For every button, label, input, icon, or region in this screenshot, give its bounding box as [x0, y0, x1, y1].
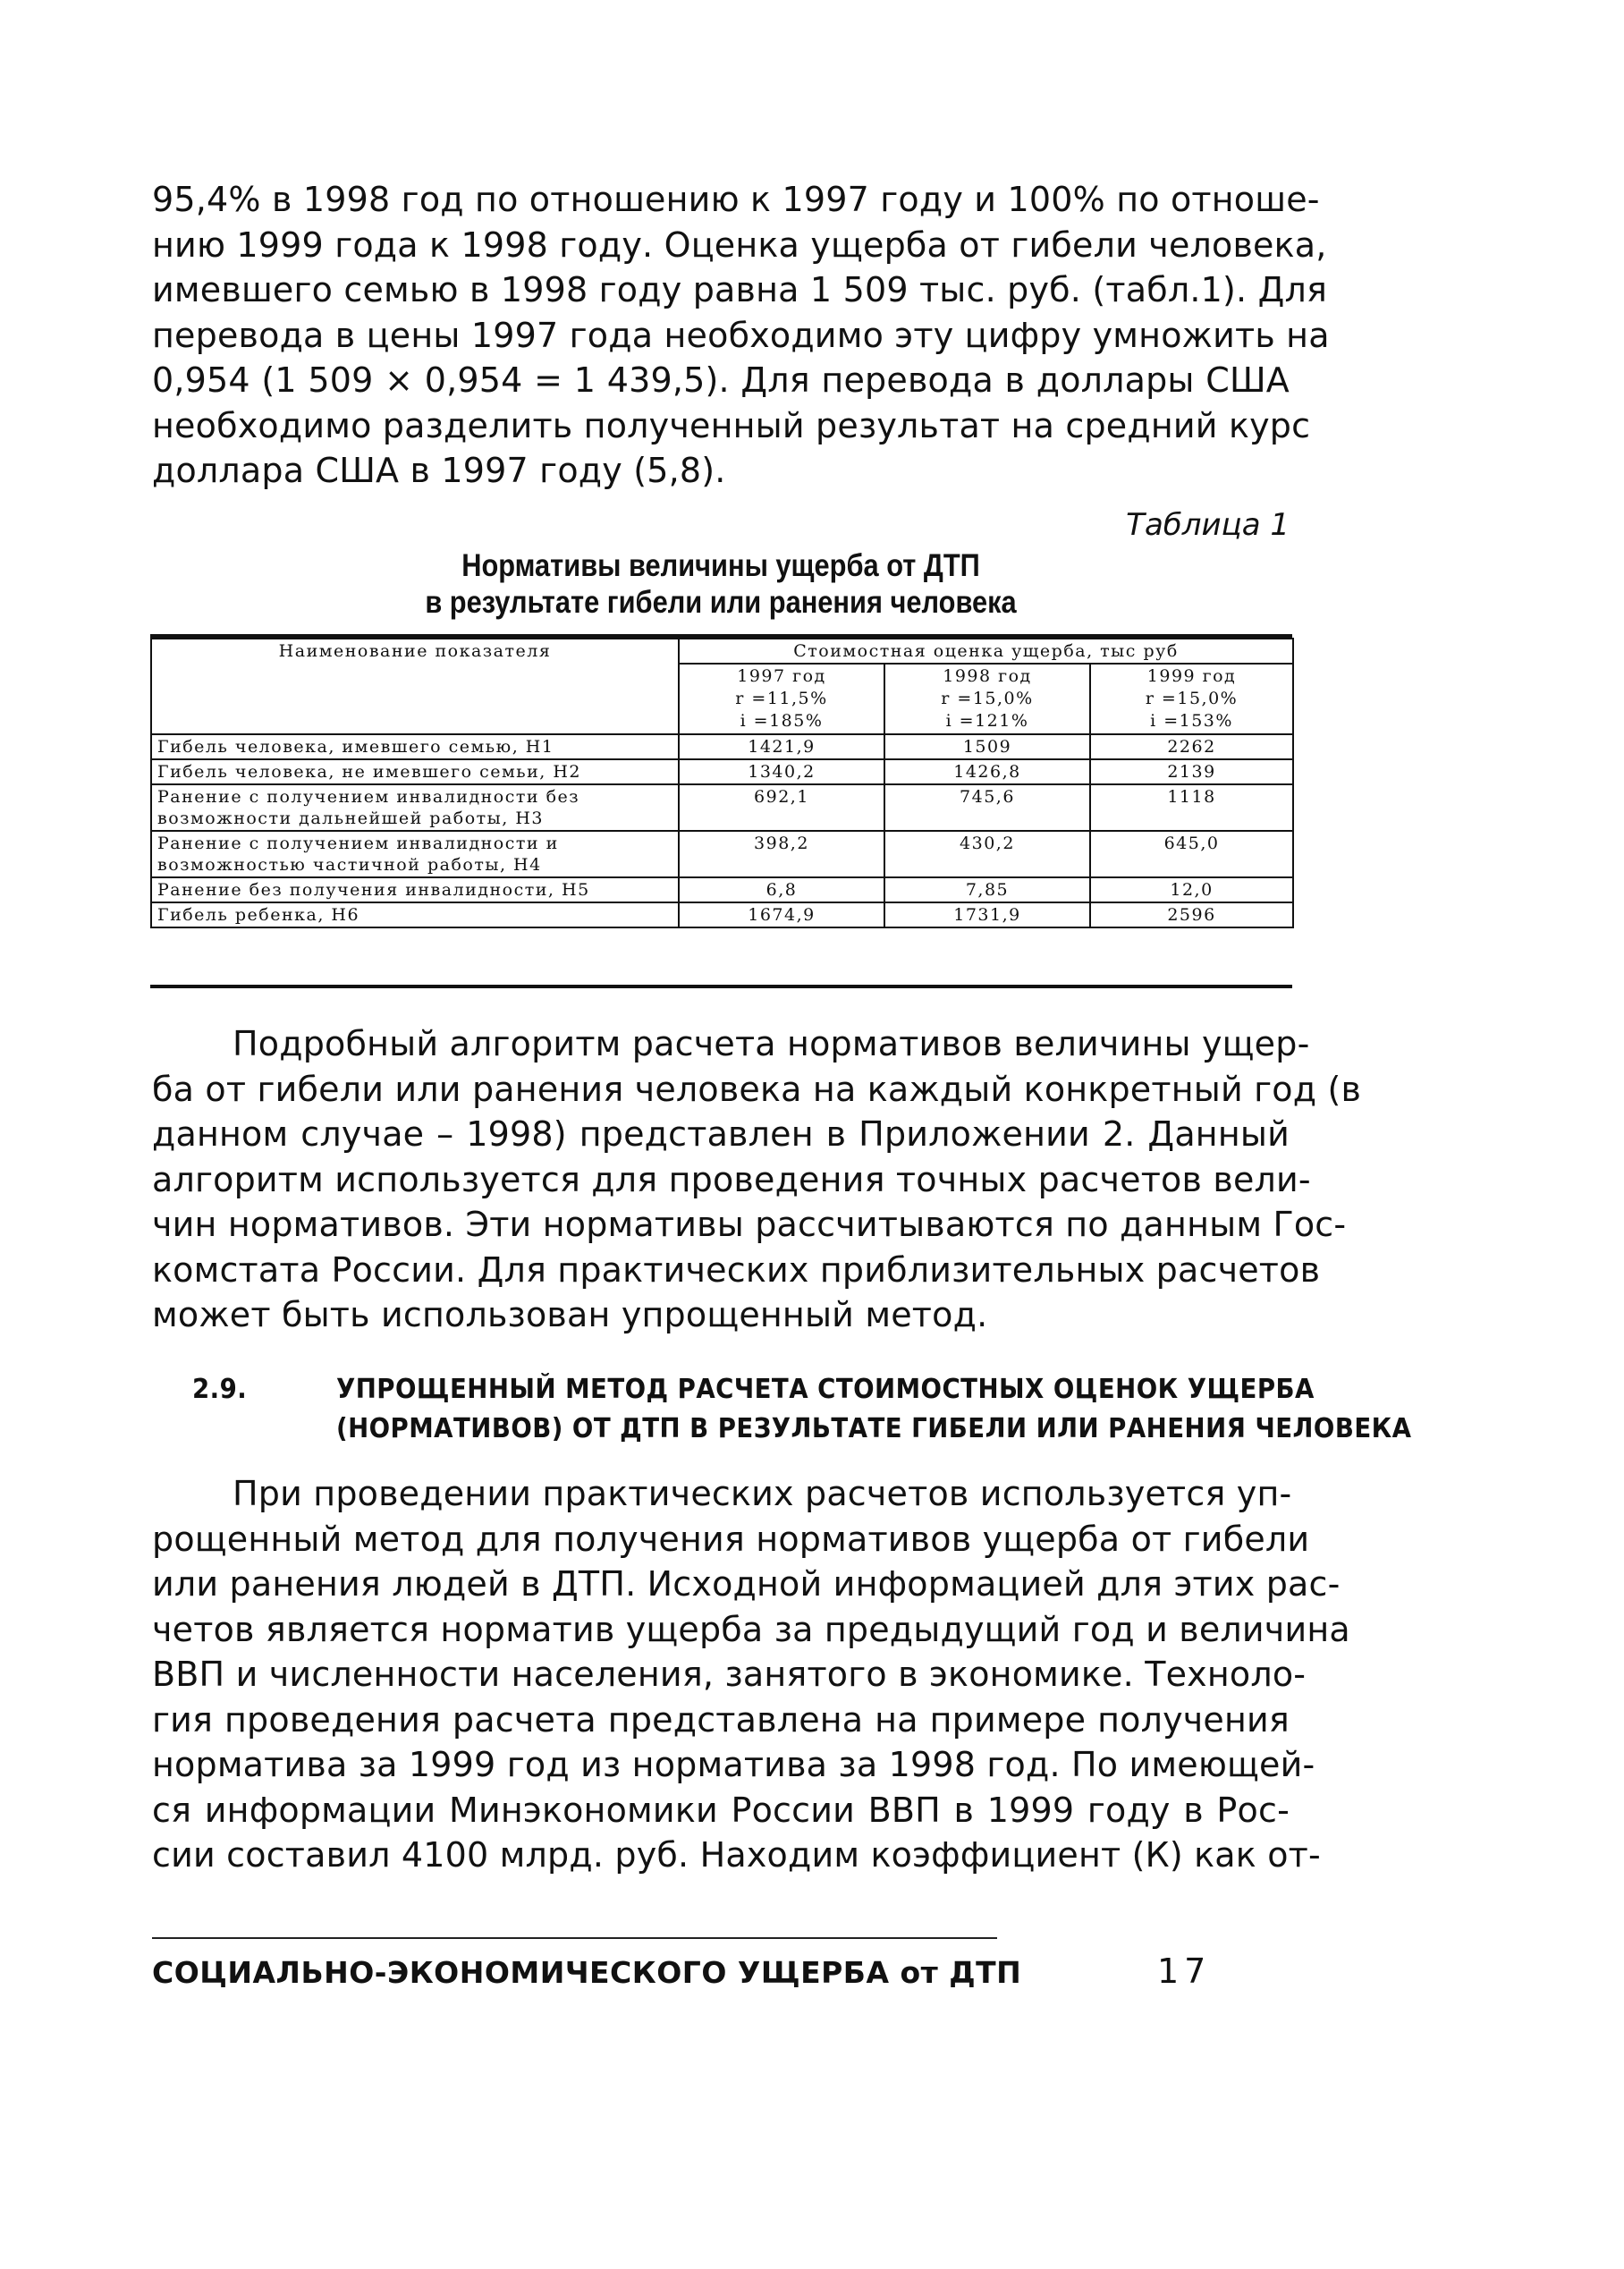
section-number: 2.9.	[192, 1374, 248, 1405]
section-title-line: (НОРМАТИВОВ) ОТ ДТП В РЕЗУЛЬТАТЕ ГИБЕЛИ ИЛИ РАНЕНИЯ ЧЕЛОВЕКА	[336, 1413, 1412, 1444]
text-line: четов является норматив ущерба за предыдущий год и величина	[152, 1609, 1350, 1649]
page-number: 17	[1157, 1952, 1212, 1991]
row-name: Гибель человека, имевшего семью, Н1	[151, 734, 679, 759]
year-label: 1997 год	[737, 666, 826, 686]
value-1999: 2596	[1090, 902, 1293, 927]
table-row	[151, 902, 1293, 927]
header-cost-estimate: Стоимостная оценка ущерба, тыс руб	[679, 639, 1293, 664]
table-title	[220, 547, 1221, 621]
table-frame	[150, 634, 1292, 988]
rate-i: i =153%	[1150, 711, 1233, 731]
table-title-line: в результате гибели или ранения человека	[425, 585, 1017, 620]
table-row	[151, 784, 1293, 831]
text-line: 95,4% в 1998 год по отношению к 1997 году и 100% по отноше-	[152, 180, 1320, 219]
text-line: ВВП и численности населения, занятого в экономике. Техноло-	[152, 1655, 1307, 1694]
paragraph-3	[152, 1471, 1350, 1878]
value-1997: 6,8	[679, 877, 884, 902]
value-1998: 7,85	[884, 877, 1090, 902]
text-line: 0,954 (1 509 × 0,954 = 1 439,5). Для перевода в доллары США	[152, 360, 1290, 400]
header-year-1999	[1090, 664, 1293, 734]
value-1998: 745,6	[884, 784, 1090, 831]
rate-i: i =185%	[740, 711, 824, 731]
value-1999: 2139	[1090, 759, 1293, 784]
rate-r: r =15,0%	[941, 689, 1034, 708]
running-title: СОЦИАЛЬНО-ЭКОНОМИЧЕСКОГО УЩЕРБА от ДТП	[152, 1955, 1022, 1990]
value-1998: 1731,9	[884, 902, 1090, 927]
text-line: может быть использован упрощенный метод.	[152, 1295, 988, 1334]
text-line: Подробный алгоритм расчета нормативов величины ущер-	[233, 1024, 1310, 1063]
text-line: комстата России. Для практических приблизительных расчетов	[152, 1249, 1321, 1290]
footer-divider	[152, 1937, 997, 1939]
row-name: Ранение без получения инвалидности, Н5	[151, 877, 679, 902]
text-line: рощенный метод для получения нормативов ущерба от гибели	[152, 1519, 1310, 1559]
value-1997: 398,2	[679, 831, 884, 877]
text-line: данном случае – 1998) представлен в Приложении 2. Данный	[152, 1114, 1290, 1154]
value-1998: 1426,8	[884, 759, 1090, 784]
text-line: или ранения людей в ДТП. Исходной информацией для этих рас-	[152, 1564, 1341, 1604]
row-name: Ранение с получением инвалидности и возможностью частичной работы, Н4	[151, 831, 679, 877]
page-footer	[152, 1952, 1290, 1991]
value-1999: 1118	[1090, 784, 1293, 831]
text-line: доллара США в 1997 году (5,8).	[152, 451, 726, 490]
year-label: 1999 год	[1146, 666, 1237, 686]
value-1997: 1421,9	[679, 734, 884, 759]
text-line: алгоритм используется для проведения точных расчетов вели-	[152, 1159, 1311, 1199]
table-title-line: Нормативы величины ущерба от ДТП	[461, 548, 980, 583]
damage-norms-table	[150, 638, 1294, 928]
rate-r: r =15,0%	[1145, 689, 1239, 708]
table-row	[151, 831, 1293, 877]
text-line: гия проведения расчета представлена на примере получения	[152, 1699, 1290, 1740]
row-name: Гибель человека, не имевшего семьи, Н2	[151, 759, 679, 784]
year-label: 1998 год	[943, 666, 1032, 686]
value-1997: 692,1	[679, 784, 884, 831]
text-line: нию 1999 года к 1998 году. Оценка ущерба от гибели человека,	[152, 224, 1327, 265]
table-header-row	[151, 639, 1293, 664]
rate-r: r =11,5%	[735, 689, 828, 708]
value-1997: 1674,9	[679, 902, 884, 927]
text-line: перевода в цены 1997 года необходимо эту цифру умножить на	[152, 315, 1330, 355]
rate-i: i =121%	[945, 711, 1029, 731]
text-line: необходимо разделить полученный результат на средний курс	[152, 405, 1311, 445]
paragraph-1	[152, 177, 1330, 494]
text-line: чин нормативов. Эти нормативы рассчитываются по данным Гос-	[152, 1205, 1347, 1244]
value-1999: 2262	[1090, 734, 1293, 759]
value-1998: 1509	[884, 734, 1090, 759]
table-row	[151, 759, 1293, 784]
value-1997: 1340,2	[679, 759, 884, 784]
paragraph-2	[152, 1021, 1362, 1338]
text-line: сии составил 4100 млрд. руб. Находим коэффициент (К) как от-	[152, 1835, 1321, 1875]
value-1998: 430,2	[884, 831, 1090, 877]
header-year-1998	[884, 664, 1090, 734]
row-name: Ранение с получением инвалидности без возможности дальнейшей работы, Н3	[151, 784, 679, 831]
row-name: Гибель ребенка, Н6	[151, 902, 679, 927]
table-row	[151, 734, 1293, 759]
header-year-1997	[679, 664, 884, 734]
text-line: ба от гибели или ранения человека на каждый конкретный год (в	[152, 1069, 1362, 1109]
header-indicator-name: Наименование показателя	[151, 639, 679, 734]
value-1999: 645,0	[1090, 831, 1293, 877]
value-1999: 12,0	[1090, 877, 1293, 902]
text-line: норматива за 1999 год из норматива за 1998 год. По имеющей-	[152, 1745, 1315, 1784]
text-line: При проведении практических расчетов используется уп-	[233, 1474, 1292, 1513]
text-line: имевшего семью в 1998 году равна 1 509 тыс. руб. (табл.1). Для	[152, 270, 1328, 309]
section-title-line: УПРОЩЕННЫЙ МЕТОД РАСЧЕТА СТОИМОСТНЫХ ОЦЕНОК УЩЕРБА	[336, 1374, 1315, 1405]
table-caption: Таблица 1	[1126, 507, 1290, 543]
text-line: ся информации Минэкономики России ВВП в 1999 году в Рос-	[152, 1790, 1290, 1830]
section-title	[336, 1370, 1412, 1449]
table-row	[151, 877, 1293, 902]
